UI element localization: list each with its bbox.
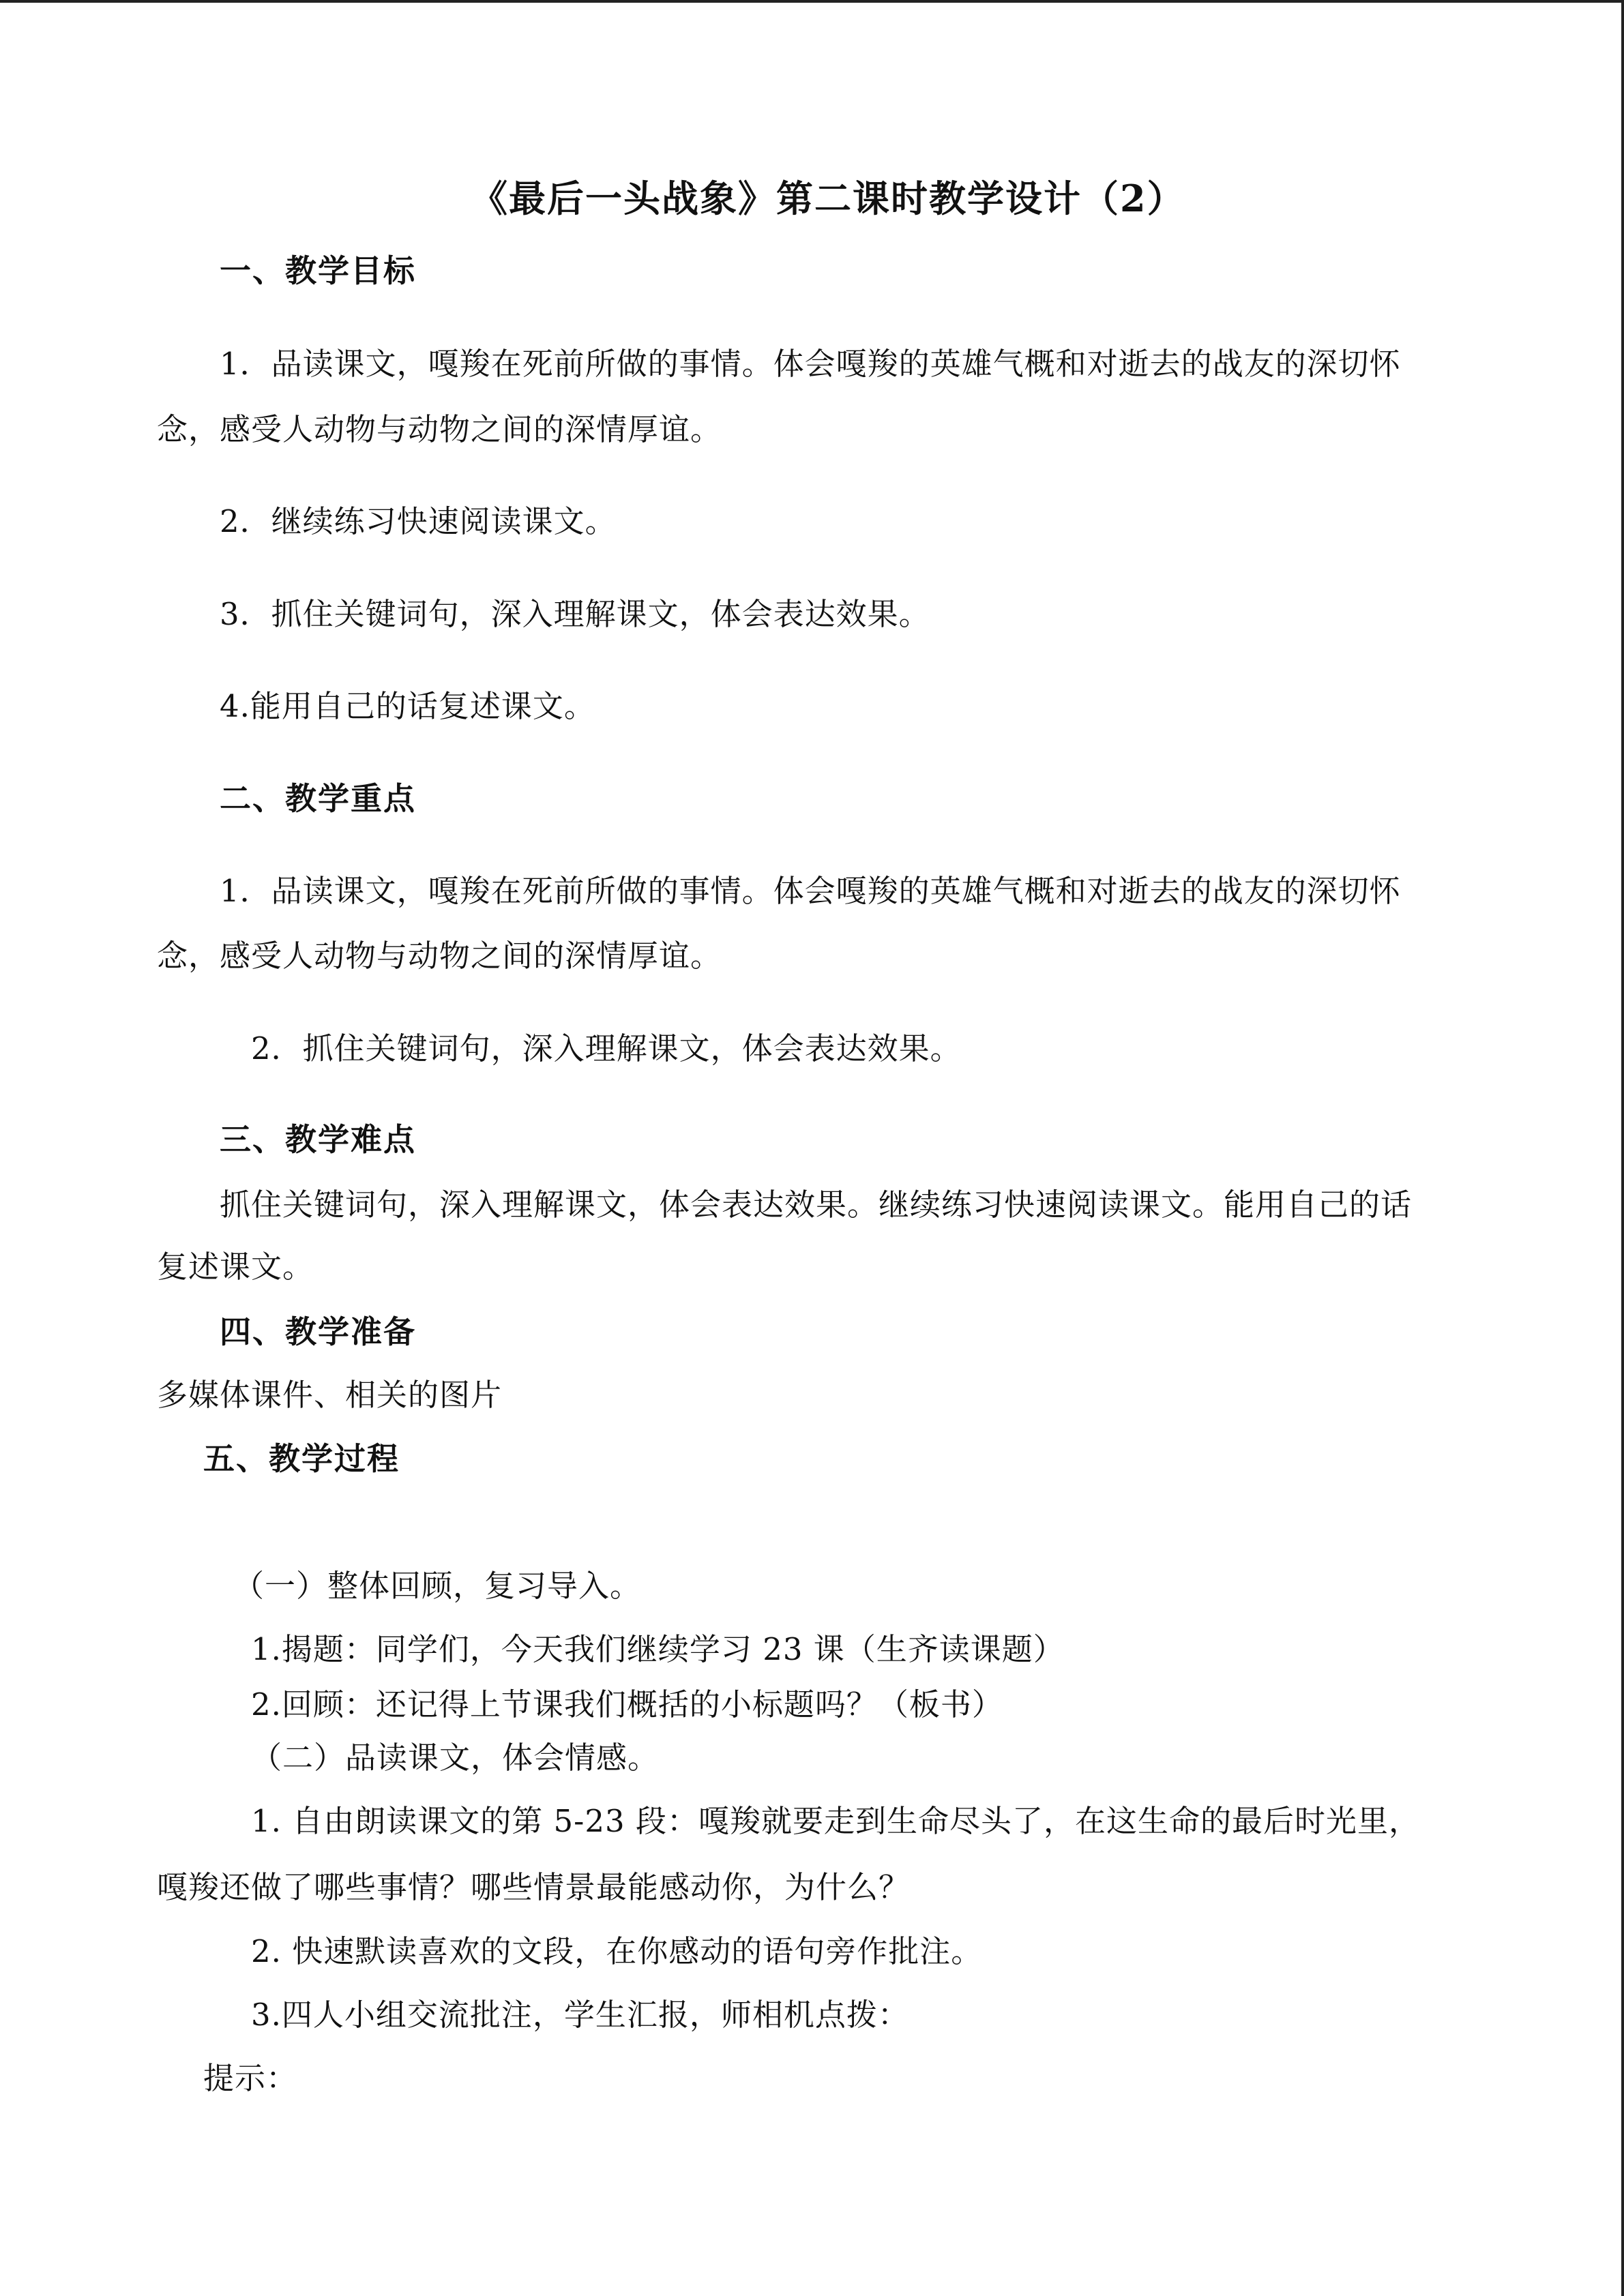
paragraph-line: 念，感受人动物与动物之间的深情厚谊。 xyxy=(157,938,722,974)
paragraph-line: 多媒体课件、相关的图片 xyxy=(157,1377,503,1413)
paragraph-line: 4.能用自己的话复述课文。 xyxy=(220,688,595,724)
paragraph-line: 2. 快速默读喜欢的文段，在你感动的语句旁作批注。 xyxy=(251,1933,983,1969)
right-border xyxy=(1621,0,1624,2296)
paragraph-line: 1．品读课文，嘎羧在死前所做的事情。体会嘎羧的英雄气概和对逝去的战友的深切怀 xyxy=(220,346,1401,382)
paragraph-line: 2.回顾：还记得上节课我们概括的小标题吗？（板书） xyxy=(251,1686,1003,1723)
paragraph-line: 嘎羧还做了哪些事情？哪些情景最能感动你，为什么？ xyxy=(157,1869,911,1905)
paragraph-line: 2．继续练习快速阅读课文。 xyxy=(220,503,617,539)
paragraph-line: 1．品读课文，嘎羧在死前所做的事情。体会嘎羧的英雄气概和对逝去的战友的深切怀 xyxy=(220,873,1401,909)
subsection-heading: （二）品读课文，体会情感。 xyxy=(251,1740,660,1776)
paragraph-line: 3．抓住关键词句，深入理解课文，体会表达效果。 xyxy=(220,596,930,632)
paragraph-line: 2．抓住关键词句，深入理解课文，体会表达效果。 xyxy=(251,1030,962,1067)
paragraph-line: 1. 自由朗读课文的第 5-23 段：嘎羧就要走到生命尽头了，在这生命的最后时光里， xyxy=(251,1803,1420,1839)
paragraph-line: 提示： xyxy=(203,2060,298,2096)
top-border xyxy=(0,0,1624,3)
section-heading: 一、教学目标 xyxy=(220,252,416,289)
section-heading: 四、教学准备 xyxy=(220,1313,416,1350)
section-heading: 三、教学难点 xyxy=(220,1121,416,1158)
section-heading: 二、教学重点 xyxy=(220,780,416,817)
paragraph-line: 抓住关键词句，深入理解课文，体会表达效果。继续练习快速阅读课文。能用自己的话 xyxy=(220,1187,1413,1223)
paragraph-line: 3.四人小组交流批注，学生汇报，师相机点拨： xyxy=(251,1997,909,2033)
section-heading: 五、教学过程 xyxy=(203,1440,400,1477)
paragraph-line: 1.揭题：同学们，今天我们继续学习 23 课（生齐读课题） xyxy=(251,1631,1065,1667)
paragraph-line: 复述课文。 xyxy=(157,1249,314,1285)
document-title: 《最后一头战象》第二课时教学设计（2） xyxy=(471,177,1185,220)
paragraph-line: 念，感受人动物与动物之间的深情厚谊。 xyxy=(157,411,722,447)
subsection-heading: （一）整体回顾，复习导入。 xyxy=(233,1568,642,1604)
